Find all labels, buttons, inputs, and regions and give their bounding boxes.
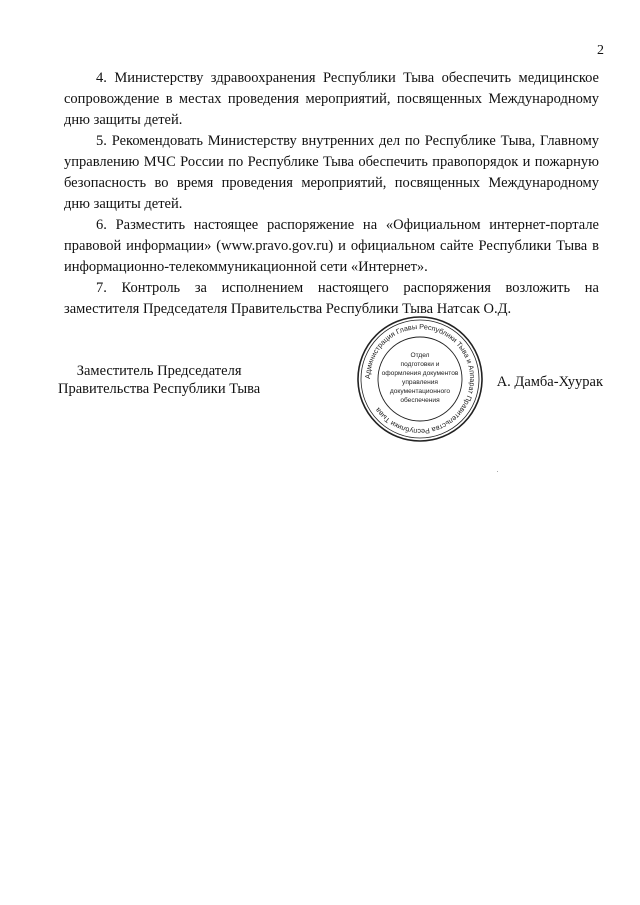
signature-block [58,362,603,452]
paragraph-6: 6. Разместить настоящее распоряжение на «Официальном интернет-портале правовой информации» (www.pravo.gov.ru) и официальном сайте Республики Тыва в информационно-телекоммуникационной сети «Интернет». [64,217,599,275]
seal-center-text [382,352,459,404]
svg-text:подготовки и: подготовки и [400,361,440,368]
signer-name: А. Дамба-Хуурак [496,374,603,390]
svg-text:Отдел: Отдел [410,352,430,359]
svg-text:обеспечения: обеспечения [400,397,440,404]
paragraph-5: 5. Рекомендовать Министерству внутренних дел по Республике Тыва, Главному управлению МЧС России по Республике Тыва обеспечить правопорядок и пожарную безопасность во время проведения мероприятий, посвященных Международному дню защиты детей. [64,133,599,212]
page-number: 2 [597,43,604,58]
signer-title [58,362,260,398]
signer-title-line-2: Правительства Республики Тыва [58,381,261,397]
paragraph-7: 7. Контроль за исполнением настоящего распоряжения возложить на заместителя Председателя Правительства Республики Тыва Натсак О.Д. [64,280,599,317]
svg-text:документационного: документационного [389,388,451,395]
seal-stamp-icon [355,313,485,445]
svg-text:оформления документов: оформления документов [381,370,459,377]
scan-speck [497,471,498,472]
paragraph-4: 4. Министерству здравоохранения Республики Тыва обеспечить медицинское сопровождение в местах проведения мероприятий, посвященных Международному дню защиты детей. [64,70,599,128]
official-seal [355,313,485,445]
signer-title-line-1: Заместитель Председателя [76,363,242,379]
seal-ring-text: Администрация Главы Республики Тыва и Аппарат Правительства Республики Тыва [362,321,478,437]
document-body [64,68,599,320]
svg-text:управления: управления [402,379,438,386]
